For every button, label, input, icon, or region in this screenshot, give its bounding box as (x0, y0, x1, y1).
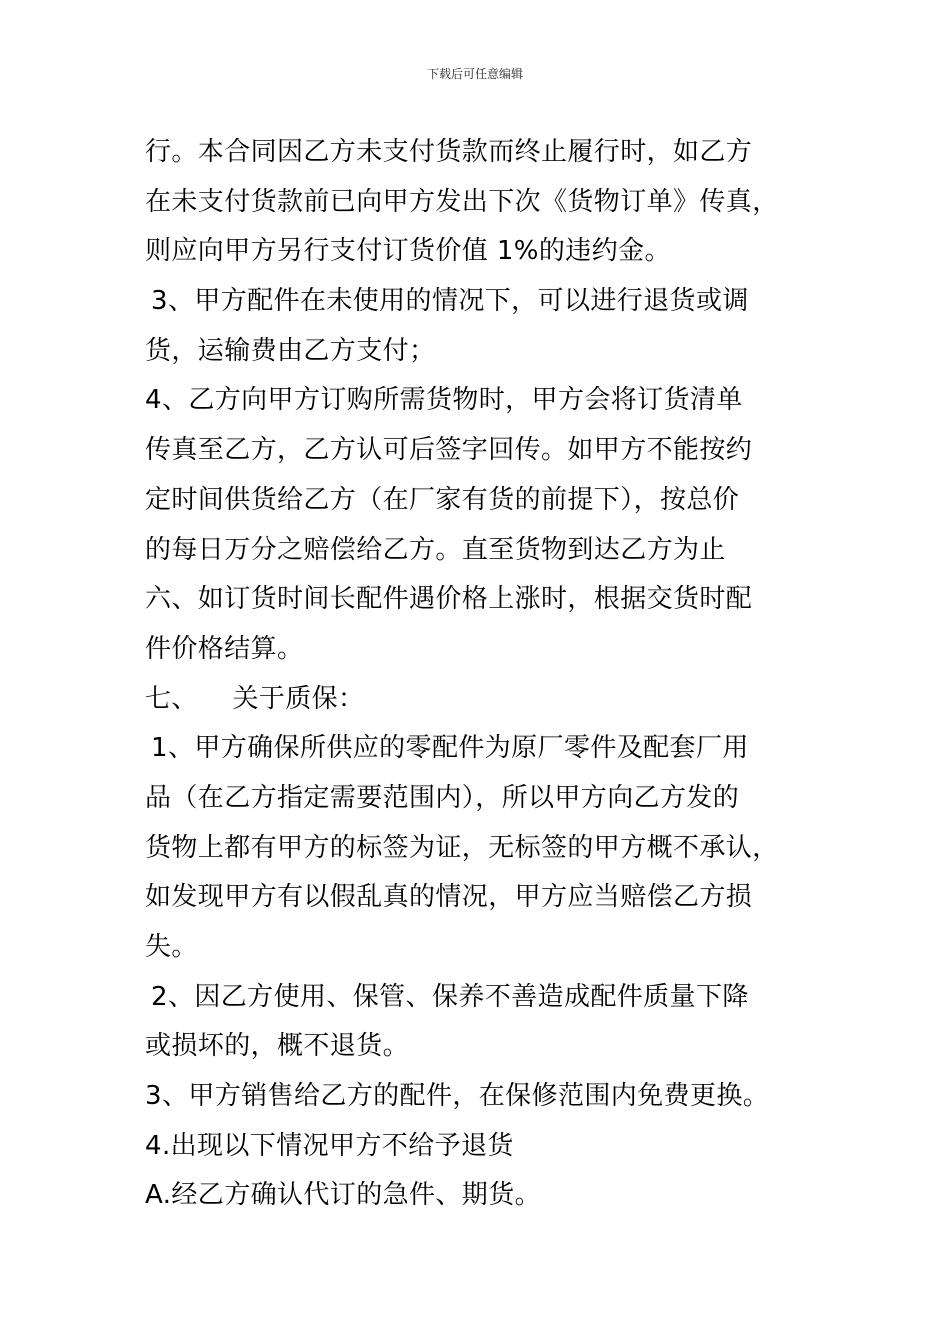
page-header-note: 下载后可任意编辑 (426, 67, 523, 81)
text-line: 货，运输费由乙方支付； (145, 335, 436, 366)
text-line: 3、甲方配件在未使用的情况下，可以进行退货或调 (151, 286, 749, 317)
text-line: 则应向甲方另行支付订货价值 1%的违约金。 (145, 236, 671, 267)
text-line: 4、乙方向甲方订购所需货物时，甲方会将订货清单 (145, 385, 743, 416)
text-line: 的每日万分之赔偿给乙方。直至货物到达乙方为止 (145, 534, 726, 565)
text-line: A.经乙方确认代订的急件、期货。 (145, 1180, 541, 1211)
document-body (145, 128, 835, 1221)
text-line: 定时间供货给乙方（在厂家有货的前提下），按总价 (145, 484, 740, 515)
text-line: 传真至乙方，乙方认可后签字回传。如甲方不能按约 (145, 435, 753, 466)
text-line: 行。本合同因乙方未支付货款而终止履行时，如乙方 (145, 137, 753, 167)
section-heading: 七、 关于质保： (145, 683, 365, 714)
text-line: 件价格结算。 (145, 633, 304, 664)
text-line: 六、如订货时间长配件遇价格上涨时，根据交货时配 (145, 584, 753, 615)
text-line: 如发现甲方有以假乱真的情况，甲方应当赔偿乙方损 (145, 882, 753, 913)
text-line: 品（在乙方指定需要范围内），所以甲方向乙方发的 (145, 782, 740, 813)
text-line: 失。 (145, 932, 198, 962)
text-line: 2、因乙方使用、保管、保养不善造成配件质量下降 (151, 981, 749, 1012)
text-line: 货物上都有甲方的标签为证，无标签的甲方概不承认， (145, 832, 779, 863)
text-line: 3、甲方销售给乙方的配件，在保修范围内免费更换。 (145, 1081, 770, 1112)
text-line: 在未支付货款前已向甲方发出下次《货物订单》传真， (145, 186, 779, 217)
text-line: 4.出现以下情况甲方不给予退货 (145, 1130, 514, 1161)
text-line: 或损坏的，概不退货。 (145, 1031, 410, 1062)
text-line: 1、甲方确保所供应的零配件为原厂零件及配套厂用 (151, 733, 749, 764)
